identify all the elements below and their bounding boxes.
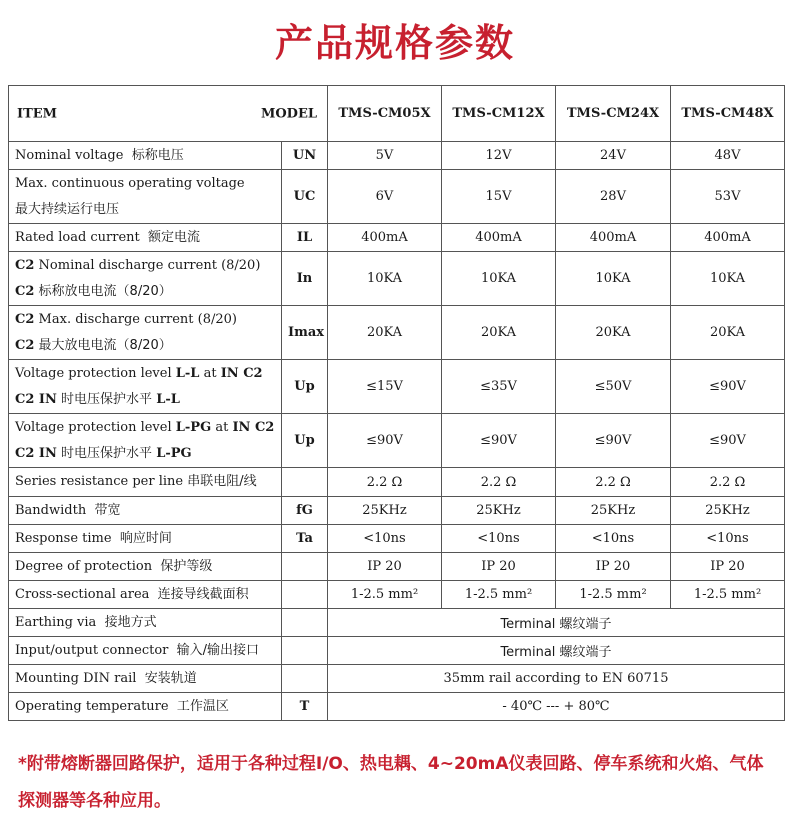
table-cell: ≤90V [442,414,556,468]
row-symbol: Up [282,360,328,414]
table-cell: ≤90V [671,360,785,414]
row-symbol [282,581,328,609]
table-row [9,360,785,414]
table-cell: 20KA [556,306,671,360]
table-cell: 25KHz [671,497,785,525]
table-cell: 1-2.5 mm² [442,581,556,609]
row-symbol: T [282,693,328,721]
table-cell: 48V [671,142,785,170]
table-cell: 2.2 Ω [328,468,442,497]
table-cell: ≤50V [556,360,671,414]
table-cell: 1-2.5 mm² [671,581,785,609]
item-header: ITEM [17,106,58,121]
row-label: Mounting DIN rail 安装轨道 [9,665,282,693]
row-label: Degree of protection 保护等级 [9,553,282,581]
table-cell: 400mA [328,224,442,252]
table-row [9,553,785,581]
table-row [9,525,785,553]
table-cell: <10ns [556,525,671,553]
table-row [9,170,785,224]
row-symbol: Ta [282,525,328,553]
page-title: 产品规格参数 [274,21,515,65]
row-symbol: fG [282,497,328,525]
row-symbol: In [282,252,328,306]
table-cell: 2.2 Ω [442,468,556,497]
table-cell: ≤90V [671,414,785,468]
table-cell: IP 20 [671,553,785,581]
table-cell: 10KA [328,252,442,306]
table-row [9,497,785,525]
spec-table [8,85,785,721]
table-cell: 25KHz [556,497,671,525]
table-cell: IP 20 [442,553,556,581]
row-symbol [282,665,328,693]
row-symbol: Up [282,414,328,468]
table-cell: 10KA [556,252,671,306]
table-cell: 28V [556,170,671,224]
table-row [9,252,785,306]
table-row [9,637,785,665]
table-cell: 2.2 Ω [671,468,785,497]
table-cell: 10KA [671,252,785,306]
table-cell: 1-2.5 mm² [556,581,671,609]
table-cell: 400mA [671,224,785,252]
table-cell: <10ns [442,525,556,553]
row-symbol [282,637,328,665]
row-label: Voltage protection level L-L at IN C2 C2 IN 时电压保护水平 L-L [9,360,282,414]
table-row [9,224,785,252]
table-cell: Terminal 螺纹端子 [328,637,785,665]
row-symbol: UC [282,170,328,224]
table-row [9,468,785,497]
table-cell: Terminal 螺纹端子 [328,609,785,637]
row-label: Input/output connector 输入/输出接口 [9,637,282,665]
table-cell: 6V [328,170,442,224]
row-label: Operating temperature 工作温区 [9,693,282,721]
table-cell: 20KA [328,306,442,360]
table-row [9,306,785,360]
row-label: Series resistance per line 串联电阻/线 [9,468,282,497]
table-cell: - 40℃ --- + 80℃ [328,693,785,721]
table-row [9,693,785,721]
row-symbol [282,553,328,581]
table-cell: 20KA [442,306,556,360]
table-cell: 24V [556,142,671,170]
table-cell: IP 20 [328,553,442,581]
table-cell: ≤15V [328,360,442,414]
row-label: Response time 响应时间 [9,525,282,553]
table-cell: 15V [442,170,556,224]
table-cell: 12V [442,142,556,170]
row-symbol: UN [282,142,328,170]
model-header-2: TMS-CM12X [442,86,556,142]
row-symbol: IL [282,224,328,252]
table-cell: 2.2 Ω [556,468,671,497]
model-header-3: TMS-CM24X [556,86,671,142]
row-label: Bandwidth 带宽 [9,497,282,525]
row-label: Voltage protection level L-PG at IN C2 C2 IN 时电压保护水平 L-PG [9,414,282,468]
table-row [9,609,785,637]
table-row [9,581,785,609]
row-label: Max. continuous operating voltage 最大持续运行电压 [9,170,282,224]
header-row [9,86,785,142]
table-cell: <10ns [328,525,442,553]
row-symbol [282,468,328,497]
model-header-1: TMS-CM05X [328,86,442,142]
row-label: Nominal voltage 标称电压 [9,142,282,170]
row-label: Earthing via 接地方式 [9,609,282,637]
row-label: Cross-sectional area 连接导线截面积 [9,581,282,609]
model-header-4: TMS-CM48X [671,86,785,142]
table-cell: ≤90V [328,414,442,468]
footnote: *附带熔断器回路保护，适用于各种过程I/O、热电耦、4~20mA仪表回路、停车系统和火焰、气体探测器等各种应用。 [18,754,764,811]
table-cell: 400mA [442,224,556,252]
table-cell: 20KA [671,306,785,360]
table-row [9,142,785,170]
model-header: MODEL [260,106,317,121]
table-cell: ≤35V [442,360,556,414]
table-cell: 400mA [556,224,671,252]
table-cell: 5V [328,142,442,170]
row-label: C2 Max. discharge current (8/20) C2 最大放电电流（8/20） [9,306,282,360]
table-cell: <10ns [671,525,785,553]
table-row [9,665,785,693]
table-cell: ≤90V [556,414,671,468]
table-cell: IP 20 [556,553,671,581]
item-model-header [9,86,328,142]
table-cell: 25KHz [442,497,556,525]
row-label: Rated load current 额定电流 [9,224,282,252]
table-cell: 25KHz [328,497,442,525]
table-cell: 10KA [442,252,556,306]
table-row [9,414,785,468]
row-symbol: Imax [282,306,328,360]
row-symbol [282,609,328,637]
table-cell: 35mm rail according to EN 60715 [328,665,785,693]
table-cell: 53V [671,170,785,224]
table-cell: 1-2.5 mm² [328,581,442,609]
row-label: C2 Nominal discharge current (8/20) C2 标称放电电流（8/20） [9,252,282,306]
